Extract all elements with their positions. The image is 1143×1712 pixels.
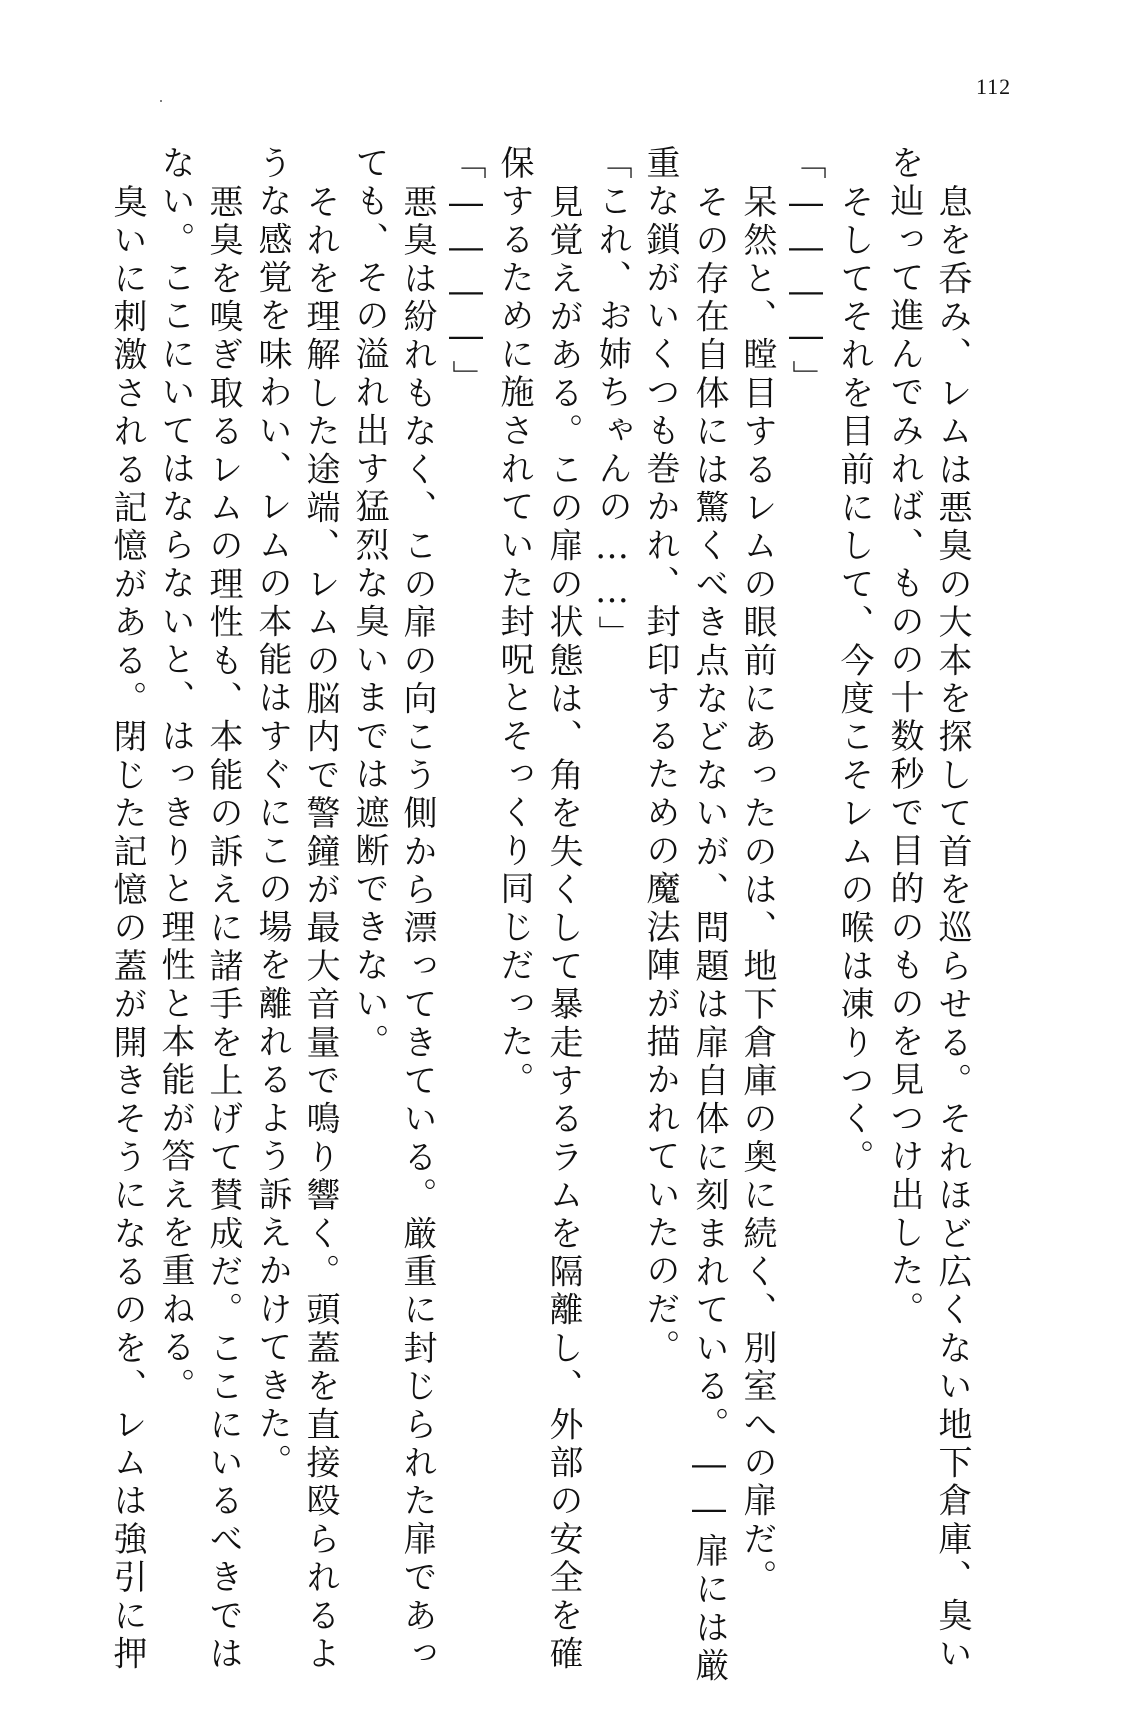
text-column-13: ても、その溢れ出す猛烈な臭いまでは遮断できない。 (349, 145, 389, 1062)
text-column-8: 「これ、お姉ちゃんの……」 (592, 145, 632, 654)
text-column-1: 息を呑み、レムは悪臭の大本を探して首を巡らせる。それほど広くない地下倉庫、臭い (932, 184, 972, 1674)
text-column-11: 「――――」 (446, 145, 486, 399)
text-column-6: その存在自体には驚くべき点などないが、問題は扉自体に刻まれている。――扉には厳 (689, 184, 729, 1686)
page-number: 112 (976, 74, 1012, 99)
scan-speck (160, 100, 162, 102)
text-column-5: 呆然と、瞠目するレムの眼前にあったのは、地下倉庫の奥に続く、別室への扉だ。 (737, 184, 777, 1598)
text-column-15: うな感覚を味わい、レムの本能はすぐにこの場を離れるよう訴えかけてきた。 (252, 145, 292, 1482)
text-column-2: を辿って進んでみれば、ものの十数秒で目的のものを見つけ出した。 (884, 145, 924, 1330)
text-column-17: ない。ここにいてはならないと、はっきりと理性と本能が答えを重ねる。 (155, 145, 195, 1406)
text-column-7: 重な鎖がいくつも巻かれ、封印するための魔法陣が描かれていたのだ。 (640, 145, 680, 1368)
text-column-3: そしてそれを目前にして、今度こそレムの喉は凍りつく。 (834, 184, 874, 1178)
text-column-12: 悪臭は紛れもなく、この扉の向こう側から漂ってきている。厳重に封じられた扉であっ (397, 184, 437, 1674)
text-column-10: 保するために施されていた封呪とそっくり同じだった。 (494, 145, 534, 1100)
text-column-16: 悪臭を嗅ぎ取るレムの理性も、本能の訴えに諸手を上げて賛成だ。ここにいるべきでは (203, 184, 243, 1674)
text-column-9: 見覚えがある。この扉の状態は、角を失くして暴走するラムを隔離し、外部の安全を確 (543, 184, 583, 1674)
text-column-18: 臭いに刺激される記憶がある。閉じた記憶の蓋が開きそうになるのを、レムは強引に押 (107, 184, 147, 1674)
text-column-4: 「――――」 (786, 145, 826, 399)
text-column-14: それを理解した途端、レムの脳内で警鐘が最大音量で鳴り響く。頭蓋を直接殴られるよ (300, 184, 340, 1674)
